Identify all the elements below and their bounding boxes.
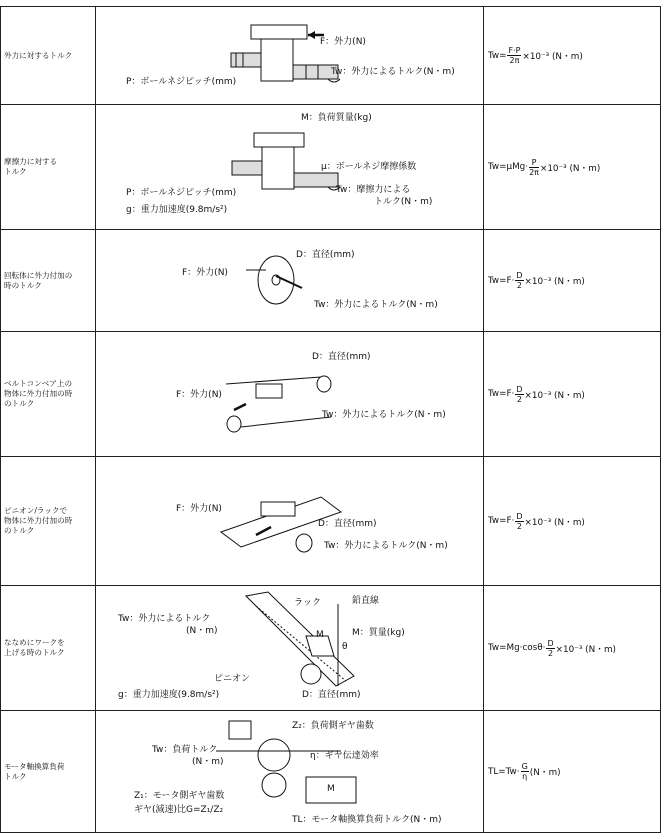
formula-cell	[484, 457, 661, 586]
row-name: 上げる時のトルク	[4, 648, 65, 657]
formula-lhs: Tw=F·	[488, 389, 515, 399]
formula-lhs: Tw=Mg·cosθ·	[488, 643, 546, 653]
formula-numerator: D	[516, 511, 523, 521]
table-row	[1, 7, 661, 105]
rack-label: ラック	[294, 598, 321, 608]
formula-rhs: ×10⁻³ (N・m)	[555, 644, 616, 655]
formula-cell	[484, 105, 661, 230]
force-label: F：外力(N)	[176, 390, 222, 400]
formula-lhs: Tw=	[488, 50, 507, 61]
table-row	[1, 105, 661, 230]
force-label: F：外力(N)	[320, 37, 366, 47]
formula-rhs: ×10⁻³ (N・m)	[524, 277, 585, 287]
torque-label: Tw：外力によるトルク(N・m)	[322, 410, 446, 420]
rotating-disk-diagram	[96, 230, 483, 331]
torque-formula	[488, 158, 600, 177]
torque-label: Tw：外力によるトルク(N・m)	[324, 541, 448, 551]
diameter-label: D：直径(mm)	[312, 352, 371, 362]
row-name-cell	[1, 711, 96, 833]
table-row	[1, 230, 661, 332]
formula-rhs: (N・m)	[529, 768, 561, 778]
belt-conveyor-diagram	[96, 332, 483, 456]
z1-label: Z₁：モータ側ギヤ歯数	[134, 791, 225, 801]
figure-cell	[96, 332, 484, 457]
pinion-label: ピニオン	[214, 674, 251, 684]
row-name: ピニオン/ラックで	[4, 506, 68, 515]
diameter-label: D：直径(mm)	[302, 690, 361, 700]
formula-cell	[484, 586, 661, 711]
load-torque-label: TL：モータ軸換算負荷トルク(N・m)	[292, 815, 442, 825]
pitch-label: P：ボールネジピッチ(mm)	[126, 77, 237, 87]
gravity-label: g：重力加速度(9.8m/s²)	[126, 205, 228, 215]
torque-formula	[488, 46, 583, 65]
figure-cell	[96, 7, 484, 105]
torque-formula-table	[0, 6, 661, 833]
figure-cell	[96, 105, 484, 230]
formula-cell	[484, 332, 661, 457]
mass-label: M：質量(kg)	[352, 628, 405, 638]
diameter-label: D：直径(mm)	[296, 250, 355, 260]
row-name: ベルトコンベア上の	[4, 379, 73, 388]
gravity-label: g：重力加速度(9.8m/s²)	[118, 690, 220, 700]
figure-cell	[96, 457, 484, 586]
formula-numerator: P	[529, 158, 539, 168]
formula-numerator: D	[516, 384, 523, 394]
row-name: のトルク	[4, 526, 35, 535]
formula-denominator: 2π	[509, 56, 520, 65]
formula-numerator: G	[521, 762, 528, 771]
motor-symbol: M	[327, 784, 335, 794]
figure-cell	[96, 230, 484, 332]
formula-lhs: TL=Tw·	[488, 766, 520, 777]
row-name-cell	[1, 7, 96, 105]
torque-label: Tw：負荷トルク	[152, 745, 218, 755]
torque-formula	[488, 512, 585, 531]
row-name-cell	[1, 586, 96, 711]
torque-label: Tw：外力によるトルク(N・m)	[331, 67, 455, 77]
formula-lhs: Tw=F·	[488, 275, 515, 286]
diameter-label: D：直径(mm)	[318, 519, 377, 529]
formula-denominator: 2	[547, 648, 554, 658]
table-row	[1, 332, 661, 457]
ballscrew-diagram	[96, 7, 483, 104]
row-name-cell	[1, 332, 96, 457]
figure-cell	[96, 711, 484, 833]
table-row	[1, 457, 661, 586]
torque-label: Tw：外力によるトルク(N・m)	[314, 300, 438, 310]
table-row	[1, 711, 661, 833]
row-name: 時のトルク	[4, 280, 42, 290]
row-name: トルク	[4, 167, 27, 176]
mass-symbol: M	[316, 630, 324, 640]
formula-numerator: D	[547, 638, 554, 648]
formula-denominator: 2	[516, 521, 522, 531]
formula-rhs: ×10⁻³ (N・m)	[522, 52, 583, 62]
formula-cell	[484, 7, 661, 105]
figure-cell	[96, 586, 484, 711]
formula-denominator: 2π	[529, 167, 539, 177]
row-name-cell	[1, 230, 96, 332]
formula-rhs: ×10⁻³ (N・m)	[539, 163, 601, 174]
row-name-cell	[1, 105, 96, 230]
pinion-rack-diagram	[96, 457, 483, 585]
formula-denominator: 2	[516, 281, 522, 290]
force-label: F：外力(N)	[176, 504, 222, 514]
row-name: 物体に外力付加の時	[4, 516, 73, 525]
formula-denominator: η	[522, 772, 528, 781]
formula-cell	[484, 230, 661, 332]
formula-numerator: D	[516, 271, 523, 280]
torque-formula	[488, 639, 616, 658]
formula-lhs: Tw=μMg·	[488, 162, 529, 172]
formula-numerator: F·P	[508, 46, 521, 55]
formula-rhs: ×10⁻³ (N・m)	[524, 517, 585, 528]
theta-label: θ	[342, 642, 348, 652]
torque-formula	[488, 271, 585, 290]
vertical-line-label: 鉛直線	[352, 596, 380, 606]
torque-label: Tw：摩擦力による	[336, 185, 411, 195]
row-name: トルク	[4, 771, 27, 781]
torque-label: Tw：外力によるトルク	[118, 614, 211, 624]
row-name: ななめにワークを	[4, 638, 65, 647]
eta-label: η：ギヤ伝達効率	[310, 751, 379, 761]
row-name-cell	[1, 457, 96, 586]
formula-cell	[484, 711, 661, 833]
formula-lhs: Tw=F·	[488, 516, 515, 526]
force-label: F：外力(N)	[182, 268, 228, 278]
row-name: 物体に外力付加の時	[4, 389, 73, 398]
row-name: 摩擦力に対する	[4, 157, 58, 166]
table-row	[1, 586, 661, 711]
torque-unit-label: (N・m)	[186, 626, 218, 636]
row-name: モータ軸換算負荷	[4, 761, 65, 771]
formula-rhs: ×10⁻³ (N・m)	[524, 390, 585, 401]
row-name: のトルク	[4, 399, 35, 408]
torque-formula	[488, 762, 561, 781]
pitch-label: P：ボールネジピッチ(mm)	[126, 188, 237, 198]
torque-unit-label: (N・m)	[192, 757, 224, 767]
mass-label: M：負荷質量(kg)	[301, 113, 372, 123]
formula-denominator: 2	[516, 394, 522, 404]
gear-ratio-label: ギヤ(減速)比G=Z₁/Z₂	[134, 805, 224, 815]
torque-formula	[488, 385, 585, 404]
mu-label: μ：ボールネジ摩擦係数	[321, 162, 417, 172]
row-name: 外力に対するトルク	[4, 50, 73, 60]
row-name: 回転体に外力付加の	[4, 270, 73, 280]
z2-label: Z₂：負荷側ギヤ歯数	[292, 721, 374, 731]
torque-unit-label: トルク(N・m)	[374, 197, 433, 207]
